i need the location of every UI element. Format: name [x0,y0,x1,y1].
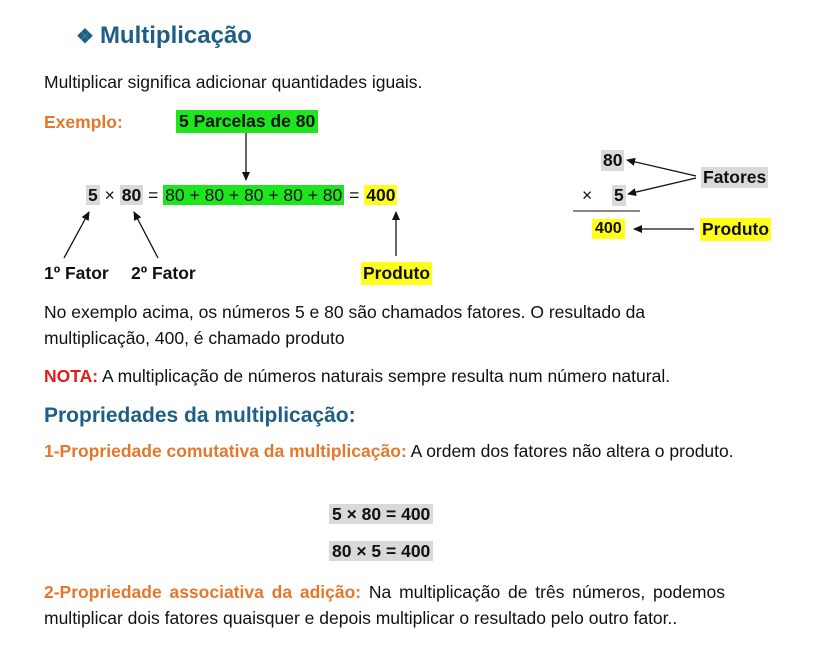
arrow-fatores-top [627,160,696,176]
properties-heading: Propriedades da multiplicação: [44,404,356,427]
intro-text: Multiplicar significa adicionar quantidades iguais. [44,72,423,92]
arrow-fator1 [64,212,89,258]
example-label: Exemplo: [44,112,123,132]
explanation-text: No exemplo acima, os números 5 e 80 são chamados fatores. O resultado da multiplicação, 400, é chamado produto [44,302,646,348]
property-2-label: 2-Propriedade associativa da adição: [44,582,362,602]
arrow-fatores-bottom [628,178,696,194]
vertical-times-sign: × [582,185,593,205]
nota-text: A multiplicação de números naturais sempre resulta num número natural. [98,366,671,386]
property-1-text: A ordem dos fatores não altera o produto. [406,441,734,461]
equation-2-text: 80 × 5 = 400 [329,541,433,561]
property-2 [44,579,725,631]
label-fatores: Fatores [703,167,767,187]
label-produto: Produto [363,263,431,283]
nota-paragraph [44,366,670,387]
diamond-star-icon: ❖ [76,26,94,48]
vertical-bottom-factor: 5 [614,185,624,205]
nota-label: NOTA: [44,366,99,386]
vertical-top-factor: 80 [603,150,623,170]
label-fator1: 1º Fator [44,263,109,283]
factor-b: 80 [121,185,142,205]
equals-sign: = [148,185,159,205]
factor-a: 5 [88,185,98,205]
sum-expression: 80 + 80 + 80 + 80 + 80 [165,185,343,205]
equation-2 [329,541,433,562]
equation-1 [329,504,433,525]
example-result: 400 [366,185,396,205]
label-fator2: 2º Fator [131,263,196,283]
property-1-label: 1-Propriedade comutativa da multiplicação: [44,441,407,461]
equals-sign-2: = [349,185,360,205]
vertical-result: 400 [592,219,625,239]
arrow-fator2 [134,212,158,258]
equation-1-text: 5 × 80 = 400 [329,504,433,524]
property-1 [44,438,734,464]
times-sign: × [104,185,115,205]
vertical-label-produto: Produto [702,219,770,239]
property-2-text: Na multiplicação de três números, podemos multiplicar dois fatores quaisquer e depois multiplicar o resultado pelo outro fator.. [44,582,725,628]
parcelas-label: 5 Parcelas de 80 [176,110,318,133]
page-title-text: Multiplicação [99,22,252,49]
